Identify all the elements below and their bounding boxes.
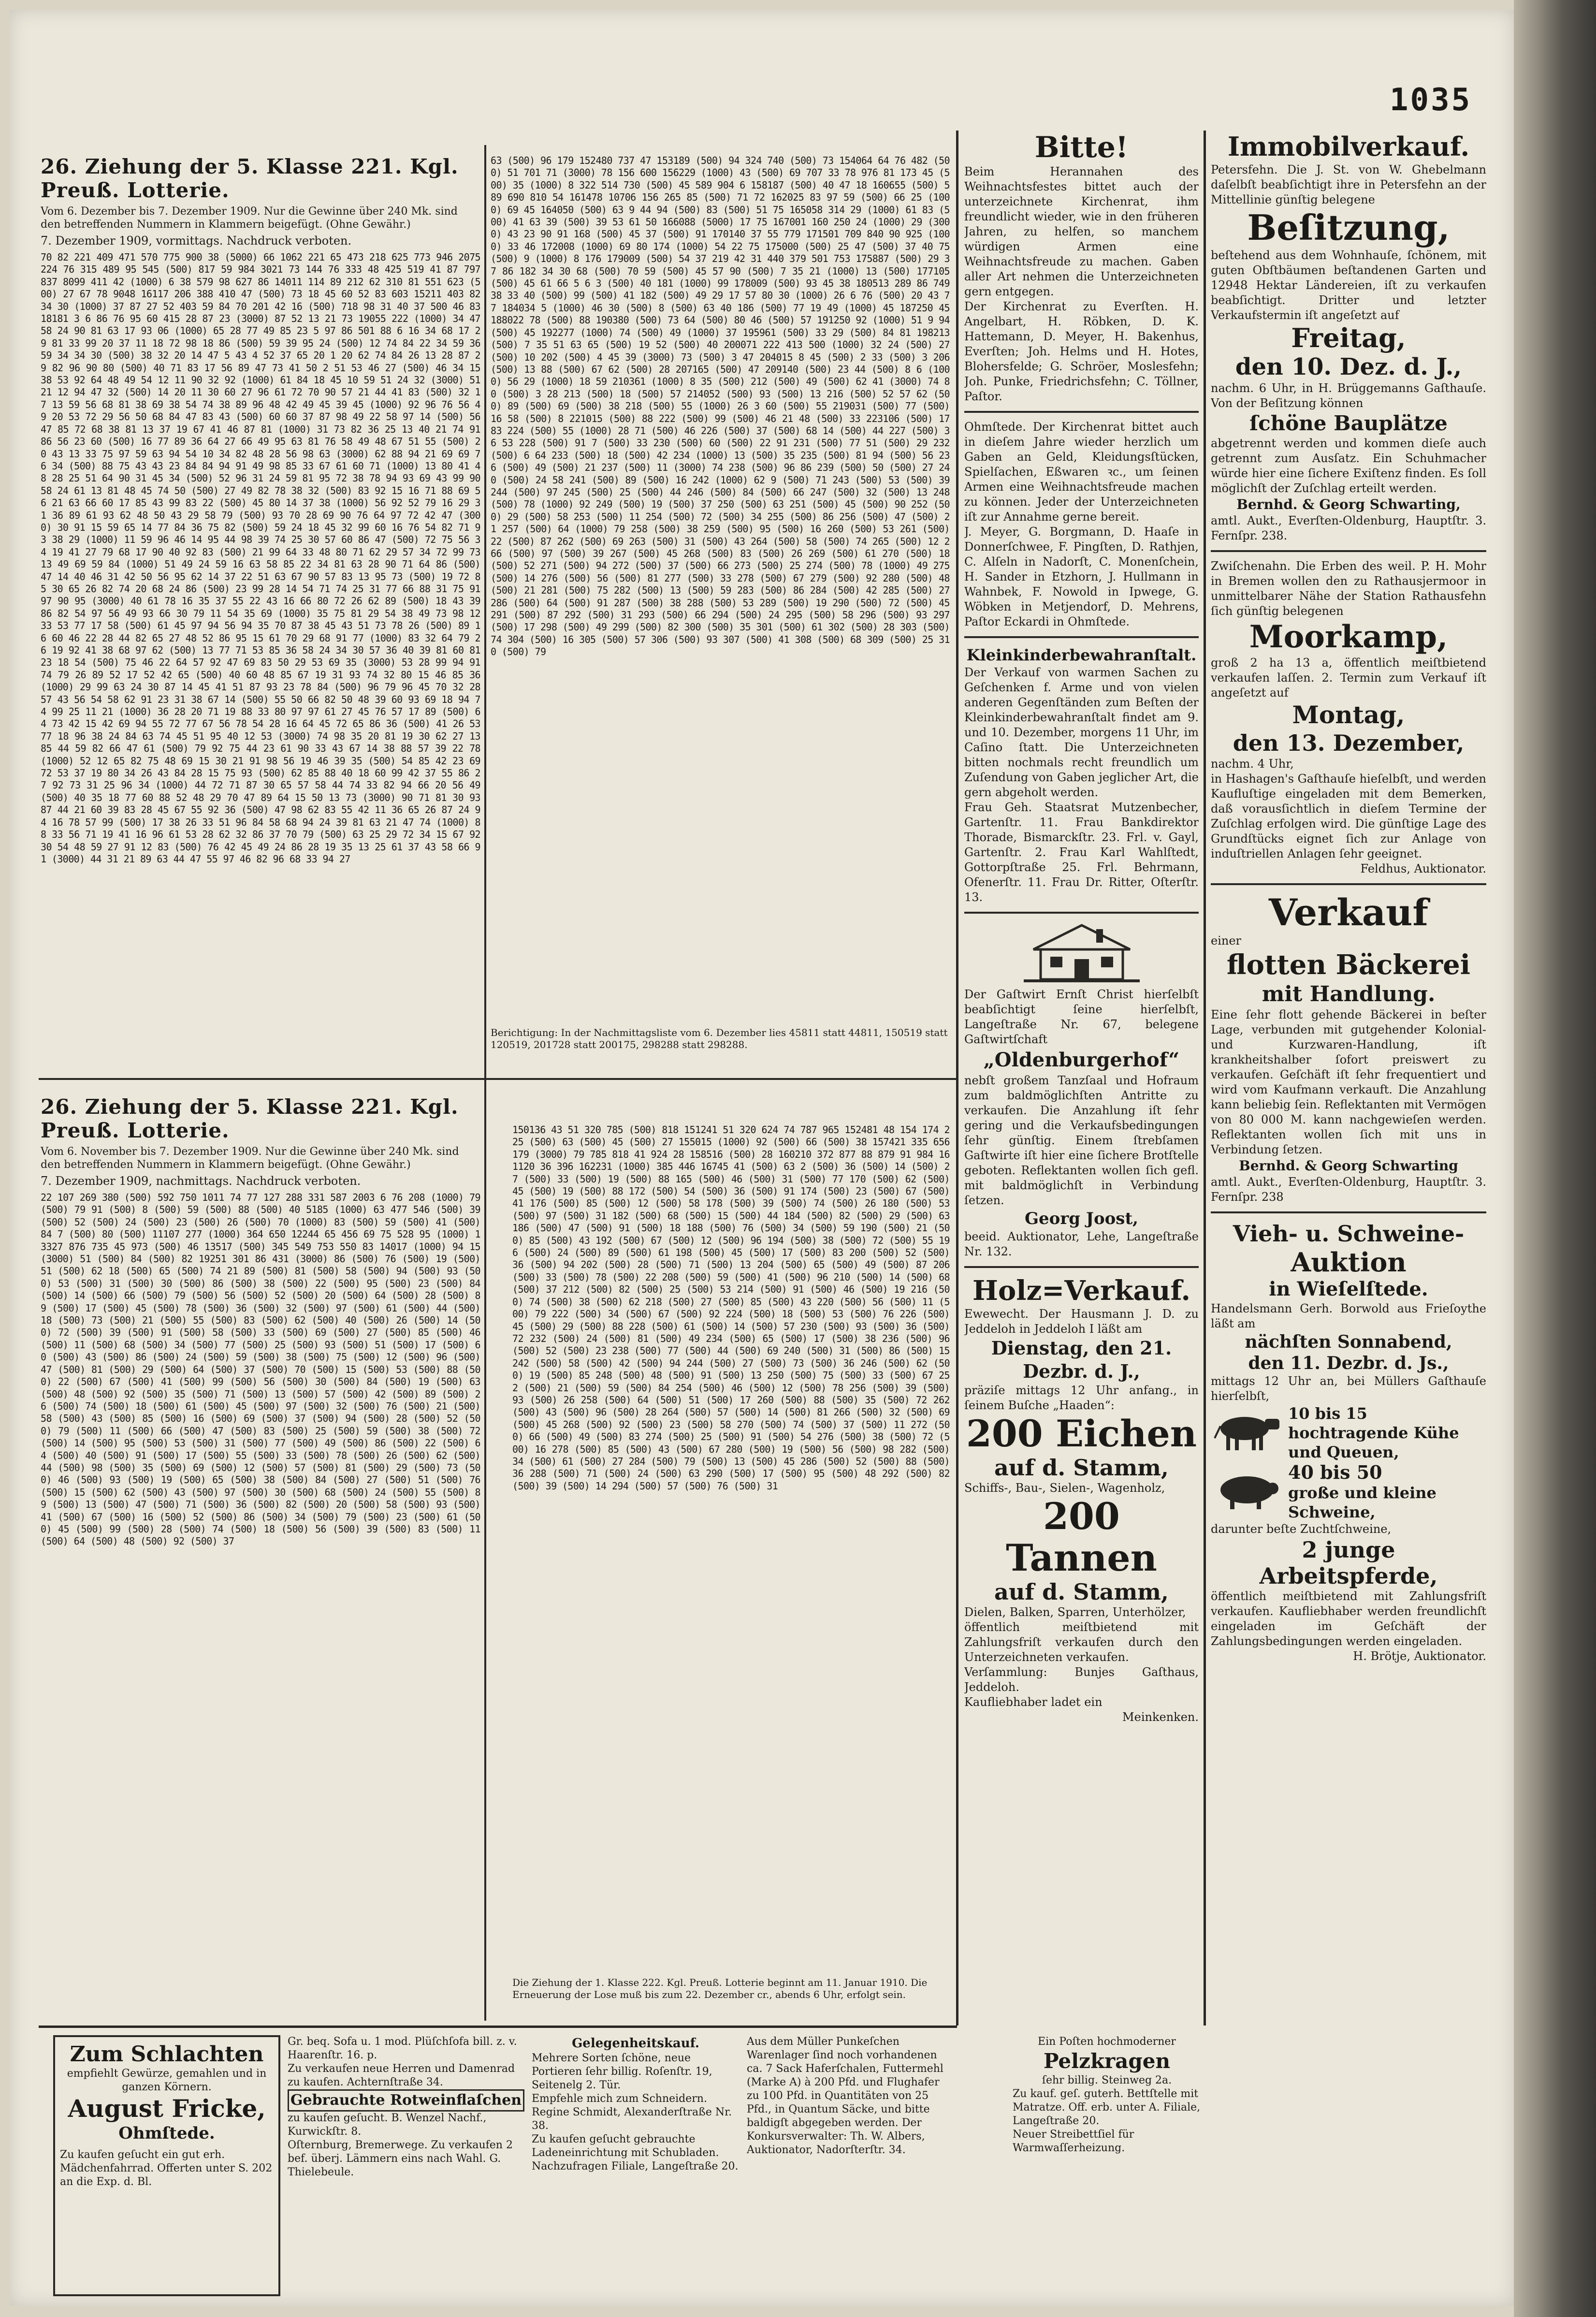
ad-date: Freitag, [1291,322,1406,353]
ad-headline: Beſitzung, [1247,207,1450,248]
ad-item-detail: Dielen, Balken, Sparren, Unterhölzer, [964,1605,1186,1619]
ad-body: Beim Herannahen des Weihnachtsfestes bittet auch der unterzeichnete Kirchenrat, ihm freundlicht wieder, wie in den früheren Jahren, zu helfen, so manchem würdigen Armen eine Weihnachtsfreude zu machen. Gaben aller Art nehmen die Unterzeichneten gern entgegen. [964,165,1199,298]
ad-agent: Feldhus, Auktionator. [1360,862,1486,875]
lottery-date: 7. Dezember 1909, vormittags. Nachdruck verboten. [41,234,352,248]
ad-title: Gelegenheitskauf. [572,2036,699,2051]
ad-headline: Moorkamp, [1249,619,1448,655]
lottery-list-afternoon-continued [512,1124,950,2018]
ad-body: Neuer Streibettſiel für Warmwaſſerheizung. [1013,2128,1134,2154]
ad-body: Eine ſehr flott gehende Bäckerei in beſter Lage, verbunden mit gutgehender Kolonial- und Kurzwaren-Handlung, iſt krankheitshalber ſofort preiswert zu verkaufen. Geſchäft iſt ſehr frequentiert und wird vom Kaufmann verkauft. Die Anzahlung kann beliebig ſein. Reflektanten mit Vermögen von 80 000 M. kann nachgewieſen werden. Reflektanten wollen ſich mit uns in Verbindung ſetzen. [1211,1008,1486,1156]
ad-agent: H. Brötje, Auktionator. [1353,1649,1486,1663]
ad-item-sub: auf d. Stamm, [994,1455,1169,1481]
lottery-next-draw-note: Die Ziehung der 1. Klasse 222. Kgl. Preuß. Lotterie beginnt am 11. Januar 1910. Die Erneuerung der Lose muß bis zum 22. Dezember cr., abends 6 Uhr, erfolgt sein. [512,1977,928,2000]
ad-agent: Bernhd. & Georg Schwarting, [1236,496,1461,512]
ad-intro: Zwiſchenahn. Die Erben des weil. P. H. Mohr in Bremen wollen den zu Rathausjermoor in unmittelbarer Nähe der Station Rathausfehn ſich günſtig belegenen [1211,559,1486,618]
ad-agent: Georg Joost, [1025,1209,1138,1228]
ad-zum-schlachten [53,2035,280,2296]
lottery-title: 26. Ziehung der 5. Klasse 221. Kgl. Preuß. Lotterie. [41,155,459,202]
ad-item: 200 Tannen [1006,1495,1157,1579]
ad-bitte [964,131,1199,404]
ad-date: Montag, [1292,700,1405,729]
ad-intro: Handelsmann Gerh. Borwold aus Frieſoythe läßt am [1211,1302,1486,1330]
ads-column-4 [1211,131,1486,2021]
lottery-list-morning-continued [491,155,950,1073]
ad-agent-detail: amtl. Aukt., Everſten-Oldenburg, Hauptſtr. 3. Fernſpr. 238 [1211,1175,1486,1204]
ad-date: den 10. Dez. d. J., [1235,353,1462,380]
ad-ohmstede [964,420,1199,629]
divider [964,636,1199,638]
book-binding-edge [1514,0,1596,2317]
newspaper-page [10,10,1514,2306]
ad-agent: Meinkenken. [1122,1710,1199,1724]
lottery-title: 26. Ziehung der 5. Klasse 221. Kgl. Preuß. Lotterie. [41,1095,459,1142]
ad-date: nächſten Sonnabend, [1245,1332,1452,1352]
ad-date: den 11. Dezbr. d. Js., [1248,1353,1449,1373]
ad-title: Holz=Verkauf. [972,1275,1191,1307]
ad-item: 10 bis 15 hochtragende Kühe [1288,1404,1459,1442]
ad-title: Vieh- u. Schweine- [1233,1221,1465,1247]
lottery-numbers: 150136 43 51 320 785 (500) 818 151241 51 320 624 74 787 965 152481 48 154 174 225 (500) 63 (500) 45 (500) 27 155015 (1000) 92 (500) 66 (500) 38 157421 335 656 179 (3000) 79 785 818 41 924 28 158516 (500) 28 160210 372 877 88 879 91 984 161120 36 396 162231 (1000) 385 446 16745 41 (500) 63 2 (500) 36 (500) 14 (500) 27 (500) 33 (500) 19 (500) 88 165 (500) 46 (500) 31 (500) 77 170 (500) 62 (500) 45 (500) 19 (500) 88 172 (500) 54 (500) 36 (500) 91 174 (500) 23 (500) 67 (500) 41 176 (500) 85 (500) 12 (500) 58 178 (500) 39 (500) 74 (500) 26 180 (500) 53 (500) 97 (500) 31 182 (500) 68 (500) 15 (500) 44 184 (500) 82 (500) 29 (500) 63 186 (500) 47 (500) 91 (500) 18 188 (500) 76 (500) 34 (500) 59 190 (500) 21 (500) 85 (500) 43 192 (500) 67 (500) 12 (500) 96 194 (500) 38 (500) 72 (500) 55 196 (500) 24 (500) 89 (500) 61 198 (500) 45 (500) 17 (500) 83 200 (500) 52 (500) 36 (500) 94 202 (500) 28 (500) 71 (500) 13 204 (500) 65 (500) 49 (500) 87 206 (500) 33 (500) 78 (500) 22 208 (500) 59 (500) 41 (500) 96 210 (500) 14 (500) 68 (500) 37 212 (500) 82 (500) 25 (500) 53 214 (500) 91 (500) 46 (500) 19 216 (500) 74 (500) 38 (500) 62 218 (500) 27 (500) 85 (500) 43 220 (500) 56 (500) 11 (500) 79 222 (500) 34 (500) 67 (500) 92 224 (500) 18 (500) 53 (500) 76 226 (500) 45 (500) 29 (500) 88 228 (500) 61 (500) 14 (500) 57 230 (500) 93 (500) 36 (500) 72 232 (500) 24 (500) 81 (500) 49 234 (500) 65 (500) 17 (500) 38 236 (500) 96 (500) 52 (500) 23 238 (500) 77 (500) 44 (500) 69 240 (500) 31 (500) 86 (500) 15 242 (500) 58 (500) 42 (500) 94 244 (500) 27 (500) 73 (500) 36 246 (500) 62 (500) 19 (500) 85 248 (500) 48 (500) 91 (500) 13 250 (500) 75 (500) 33 (500) 67 252 (500) 21 (500) 59 (500) 84 254 (500) 46 (500) 12 (500) 78 256 (500) 39 (500) 93 (500) 26 258 (500) 64 (500) 51 (500) 17 260 (500) 88 (500) 35 (500) 72 262 (500) 43 (500) 96 (500) 28 264 (500) 57 (500) 14 (500) 81 266 (500) 32 (500) 69 (500) 45 268 (500) 92 (500) 23 (500) 58 270 (500) 74 (500) 37 (500) 11 272 (500) 66 (500) 49 (500) 83 274 (500) 25 (500) 91 (500) 54 276 (500) 38 (500) 72 (500) 16 278 (500) 85 (500) 43 (500) 67 280 (500) 19 (500) 56 (500) 98 282 (500) 34 (500) 61 (500) 27 284 (500) 79 (500) 13 (500) 45 286 (500) 52 (500) 88 (500) 36 288 (500) 71 (500) 24 (500) 63 290 (500) 17 (500) 95 (500) 48 292 (500) 82 (500) 39 (500) 14 294 (500) 57 (500) 76 (500) 31 [512,1124,950,1492]
lottery-date: 7. Dezember 1909, nachmittags. Nachdruck verboten. [41,1174,361,1188]
lottery-subtitle: Vom 6. November bis 7. Dezember 1909. Nur die Gewinne über 240 Mk. sind den betreffenden Nummern in Klammern beigefügt. (Ohne Gewähr.) [41,1146,459,1171]
ad-holzverkauf [964,1275,1199,1725]
ad-body: Gr. beq. Sofa u. 1 mod. Plüſchſofa bill. z. v. Haarenſtr. 16. p. [288,2036,517,2061]
ad-item: 2 junge [1302,1537,1395,1563]
ad-body: öffentlich meiſtbietend mit Zahlungsfriſt verkaufen durch den Unterzeichneten verkaufen. [964,1620,1199,1664]
ad-subheadline: ſchöne Bauplätze [1249,411,1448,435]
ad-body: zu kaufen geſucht. B. Wenzel Nachf., Kurwickſtr. 8. [288,2112,487,2138]
ad-body: groß 2 ha 13 a, öffentlich meiſtbietend verkaufen laſſen. 2. Termin zum Verkauf iſt angeſetzt auf [1211,656,1486,699]
house-icon [964,920,1199,983]
ad-body: in Hashagen's Gaſthauſe hieſelbſt, und werden Kaufluſtige eingeladen mit dem Bemerken, daß vorausſichtlich in dieſem Termine der Zuſchlag erfolgen wird. Die günſtige Lage des Grundſtücks eignet ſich zur Anlage von induſtriellen Anlagen ſehr geeignet. [1211,772,1486,860]
cow-icon [1211,1409,1283,1457]
ad-sofa-flaschen [288,2035,524,2296]
ad-place: in Wieſelſtede. [1269,1278,1428,1300]
ad-item-detail: Schiffs-, Bau-, Sielen-, Wagenholz, [964,1481,1165,1495]
ad-oldenburgerhof [964,920,1199,1259]
ad-sub: einer [1211,934,1242,947]
ad-intro: Petersfehn. Die J. St. von W. Ghebelmann daſelbſt beabſichtigt ihre in Petersfehn an der Mittellinie günſtig belegene [1211,163,1486,206]
ad-agent-detail: amtl. Aukt., Everſten-Oldenburg, Hauptſtr. 3. Fernſpr. 238. [1211,514,1486,542]
lottery-numbers: 22 107 269 380 (500) 592 750 1011 74 77 127 288 331 587 2003 6 76 208 (1000) 79 (500) 79 91 (500) 8 (500) 59 (500) 88 (500) 40 5185 (1000) 63 477 546 (500) 39 (500) 52 (500) 24 (500) 23 (500) 26 (500) 70 (1000) 83 (500) 59 (500) 41 (500) 84 7 (500) 80 (500) 11107 277 (1000) 364 650 12244 65 456 69 75 528 95 (1000) 13327 876 735 45 973 (500) 46 13517 (500) 345 549 753 550 83 14017 (1000) 94 15 (3000) 51 (500) 84 (500) 82 19251 301 86 431 (3000) 86 (500) 76 (500) 19 (500) 51 (500) 62 18 (500) 65 (500) 74 21 89 (500) 81 (500) 58 (500) 94 (500) 93 (500) 53 (500) 31 (500) 30 (500) 86 (500) 38 (500) 22 (500) 95 (500) 23 (500) 84 (500) 14 (500) 66 (500) 79 (500) 56 (500) 52 (500) 20 (500) 64 (500) 28 (500) 89 (500) 17 (500) 45 (500) 78 (500) 36 (500) 32 (500) 97 (500) 61 (500) 44 (500) 18 (500) 73 (500) 21 (500) 55 (500) 83 (500) 62 (500) 40 (500) 26 (500) 14 (500) 72 (500) 39 (500) 91 (500) 58 (500) 33 (500) 69 (500) 27 (500) 85 (500) 46 (500) 11 (500) 68 (500) 34 (500) 77 (500) 25 (500) 93 (500) 51 (500) 17 (500) 60 (500) 43 (500) 86 (500) 24 (500) 59 (500) 38 (500) 75 (500) 12 (500) 96 (500) 47 (500) 81 (500) 29 (500) 64 (500) 37 (500) 70 (500) 15 (500) 53 (500) 88 (500) 22 (500) 67 (500) 41 (500) 99 (500) 56 (500) 30 (500) 84 (500) 19 (500) 63 (500) 48 (500) 92 (500) 35 (500) 71 (500) 13 (500) 57 (500) 42 (500) 89 (500) 26 (500) 74 (500) 18 (500) 61 (500) 45 (500) 97 (500) 32 (500) 76 (500) 21 (500) 58 (500) 43 (500) 85 (500) 16 (500) 69 (500) 37 (500) 94 (500) 28 (500) 52 (500) 79 (500) 11 (500) 66 (500) 47 (500) 83 (500) 25 (500) 59 (500) 38 (500) 72 (500) 14 (500) 95 (500) 53 (500) 31 (500) 77 (500) 49 (500) 86 (500) 22 (500) 64 (500) 40 (500) 91 (500) 17 (500) 55 (500) 33 (500) 78 (500) 26 (500) 62 (500) 44 (500) 98 (500) 35 (500) 69 (500) 12 (500) 57 (500) 81 (500) 29 (500) 73 (500) 46 (500) 93 (500) 19 (500) 65 (500) 38 (500) 84 (500) 27 (500) 51 (500) 76 (500) 15 (500) 62 (500) 43 (500) 97 (500) 30 (500) 68 (500) 24 (500) 55 (500) 89 (500) 13 (500) 47 (500) 71 (500) 36 (500) 82 (500) 20 (500) 58 (500) 93 (500) 41 (500) 67 (500) 16 (500) 52 (500) 86 (500) 34 (500) 79 (500) 23 (500) 61 (500) 45 (500) 99 (500) 28 (500) 74 (500) 18 (500) 56 (500) 39 (500) 83 (500) 11 (500) 64 (500) 48 (500) 92 (500) 37 [41,1192,480,1547]
ad-agent: Bernhd. & Georg Schwarting [1239,1158,1458,1174]
divider [1211,550,1486,552]
ad-title: Auktion [1291,1247,1407,1278]
ad-title: Pelzkragen [1043,2049,1171,2073]
ads-column-3 [964,131,1199,2021]
ad-item: 40 bis 50 [1288,1461,1382,1483]
ad-body: Der Verkauf von warmen Sachen zu Geſchenken f. Arme und von vielen anderen Gegenſtänden zum Beſten der Kleinkinderbewahranſtalt findet am 9. und 10. Dezember, morgens 11 Uhr, im Caſino ſtatt. Die Unterzeichneten bitten nochmals recht freundlich um Zuſendung von Gaben jeglicher Art, die gern abgeholt werden. [964,666,1199,799]
ad-date: den 13. Dezember, [1233,730,1465,756]
divider [1211,883,1486,885]
ad-signers: Der Kirchenrat zu Everſten. H. Angelbart, H. Röbken, D. K. Hattemann, D. Meyer, H. Bakenhus, Everſten; Joh. Helms und H. Hotes, Blohersfelde; G. Schröer, Moslesfehn; Joh. Punke, Friedrichsfehn; C. Töllner, Paſtor. [964,300,1199,403]
lottery-numbers: 63 (500) 96 179 152480 737 47 153189 (500) 94 324 740 (500) 73 154064 64 76 482 (500) 51 701 71 (3000) 78 156 600 156229 (1000) 43 (500) 69 707 33 78 976 81 173 45 (500) 35 (1000) 8 322 514 730 (500) 45 589 904 6 158187 (500) 40 47 18 160655 (500) 589 690 810 54 161478 10706 156 265 85 (500) 71 72 162025 83 97 59 (500) 66 25 (1000) 69 45 164050 (500) 63 9 44 94 (500) 83 (500) 51 75 165058 314 29 (1000) 61 83 (500) 41 63 39 (500) 39 53 61 50 166088 (5000) 17 75 167001 160 250 24 (1000) 29 (3000) 43 23 90 91 168 (500) 45 37 (500) 91 170140 37 55 779 171501 709 840 90 925 (1000) 33 46 172008 (1000) 69 80 174 (1000) 54 22 75 175000 (500) 25 47 (500) 37 40 75 (500) 9 (1000) 8 176 179009 (500) 54 37 219 42 31 440 379 501 753 175887 (500) 29 37 86 182 34 30 68 (500) 70 59 (500) 45 57 90 (500) 7 35 21 (1000) 13 (500) 177105 (500) 45 61 66 5 6 3 (500) 40 181 (1000) 99 178009 (500) 93 45 38 180513 289 86 749 38 33 40 (500) 99 (500) 41 182 (500) 49 29 17 57 80 30 (1000) 26 6 76 (500) 20 43 77 184034 5 (1000) 46 30 (500) 8 (500) 63 40 186 (500) 77 19 49 (1000) 45 187250 45 188022 78 (500) 88 190380 (500) 73 64 (500) 80 46 (500) 57 191250 92 (1000) 51 9 94 (500) 45 192277 (1000) 74 (500) 49 (1000) 37 195961 (500) 33 29 (500) 84 81 198213 (500) 7 35 51 63 65 (500) 19 52 (500) 40 200071 222 413 500 (1000) 32 24 (500) 27 (500) 10 202 (500) 4 45 39 (3000) 73 (500) 3 47 204015 8 45 (500) 2 33 (500) 3 206 (500) 13 88 (500) 67 62 (500) 28 207165 (500) 47 209140 (500) 23 44 (500) 8 6 (1000) 56 29 (1000) 18 59 210361 (1000) 8 35 (500) 212 (500) 49 (500) 62 41 (3000) 74 80 (500) 3 28 213 (500) 18 (500) 57 214052 (500) 93 (500) 13 216 (500) 52 57 62 (500) 89 (500) 69 (500) 38 218 (500) 55 (1000) 26 3 60 (500) 55 219031 (500) 77 (500) 16 58 (500) 8 221015 (500) 88 222 (500) 99 (500) 46 21 48 (500) 33 223106 (500) 17 83 224 (500) 55 (1000) 28 71 (500) 46 226 (500) 37 (500) 68 14 (500) 44 227 (500) 36 53 228 (500) 91 7 (500) 33 230 (500) 60 (500) 22 91 231 (500) 77 51 (500) 29 232 (500) 6 64 233 (500) 18 (500) 42 234 (1000) 13 (500) 35 235 (500) 81 94 (500) 56 236 (500) 49 (500) 21 237 (500) 11 (3000) 74 238 (500) 96 86 239 (500) 50 (500) 27 240 (500) 24 58 241 (500) 89 (500) 16 242 (1000) 62 9 (500) 71 243 (500) 53 (500) 39 244 (500) 97 245 (500) 25 (500) 44 246 (500) 84 (500) 66 247 (500) 32 (500) 13 248 (500) 78 (1000) 92 249 (500) 19 (500) 37 250 (500) 63 251 (500) 45 (500) 90 252 (500) 29 (500) 58 253 (500) 11 254 (500) 72 (500) 34 255 (500) 86 256 (500) 47 (500) 21 257 (500) 64 (1000) 79 258 (500) 38 259 (500) 95 (500) 16 260 (500) 53 261 (500) 22 (500) 87 262 (500) 69 263 (500) 31 (500) 43 264 (500) 58 (500) 74 265 (500) 12 266 (500) 97 (500) 39 267 (500) 45 268 (500) 83 (500) 26 269 (500) 61 270 (500) 18 (500) 52 271 (500) 94 272 (500) 37 (500) 66 273 (500) 25 274 (500) 78 (1000) 49 275 (500) 14 276 (500) 56 (500) 81 277 (500) 33 278 (500) 67 279 (500) 92 280 (500) 48 (500) 21 281 (500) 75 282 (500) 13 (500) 59 283 (500) 86 284 (500) 42 285 (500) 27 286 (500) 64 (500) 91 287 (500) 38 288 (500) 53 289 (500) 19 290 (500) 72 (500) 45 291 (500) 87 292 (500) 31 293 (500) 66 294 (500) 24 295 (500) 58 296 (500) 93 297 (500) 17 298 (500) 49 299 (500) 82 300 (500) 35 301 (500) 61 302 (500) 28 303 (500) 74 304 (500) 16 305 (500) 57 306 (500) 93 307 (500) 41 308 (500) 68 309 (500) 25 310 (500) 79 [491,155,950,658]
lottery-list-afternoon [41,1095,480,2013]
ad-moorkamp [1211,559,1486,876]
ad-body: beſtehend aus dem Wohnhauſe, ſchönem, mit guten Obſtbäumen beſtandenen Garten und 12948 Hektar Ländereien, iſt zu verkaufen beabſichtigt. Dritter und letzter Verkaufstermin iſt angeſetzt auf [1211,248,1486,322]
column-rule-3 [1204,131,1206,2026]
ad-body: Oſternburg, Bremerwege. Zu verkaufen 2 bef. überj. Lämmern eins nach Wahl. G. Thielebeule. [288,2139,513,2178]
ad-body: darunter beſte Zuchtſchweine, [1211,1522,1392,1536]
ad-item-sub: und Queuen, [1288,1443,1399,1461]
ad-baeckerei [1211,892,1486,1205]
ad-title: Kleinkinderbewahranſtalt. [966,646,1197,664]
ad-name: „Oldenburgerhof“ [983,1049,1180,1071]
pig-icon [1211,1468,1283,1516]
ad-title: Zum Schlachten [70,2042,264,2067]
ad-title: Immobilverkauf. [1227,131,1470,162]
ad-title: Gebrauchte Rotweinflaſchen [288,2089,524,2112]
divider [964,912,1199,914]
lottery-subtitle: Vom 6. Dezember bis 7. Dezember 1909. Nur die Gewinne über 240 Mk. sind den betreffenden Nummern in Klammern beigefügt. (Ohne Gewähr.) [41,205,458,231]
ad-immobilverkauf [1211,131,1486,543]
ad-headline: mit Handlung. [1262,982,1436,1006]
ad-signers: J. Meyer, G. Borgmann, D. Haaſe in Donnerſchwee, F. Pingſten, D. Rathjen, C. Alſeln in Nadorſt, C. Monenſchein, H. Sander in Etzhorn, J. Hullmann in Wahnbek, F. Nowold in Ipwege, G. Wöbken in Metjendorf, D. Mehrens, Paſtor Eckardi in Ohmſtede. [964,525,1199,628]
ad-meeting: Verſammlung: Bunjes Gaſthaus, Jeddeloh. [964,1665,1199,1694]
ad-title: Bitte! [1034,131,1129,164]
ad-agent-detail: beeid. Auktionator, Lehe, Langeſtraße Nr. 132. [964,1230,1199,1258]
ad-headline: flotten Bäckerei [1226,949,1471,981]
ad-title: Verkauf [1268,891,1429,934]
correction-note: Berichtigung: In der Nachmittagsliste vom 6. Dezember lies 45811 statt 44811, 150519 statt 120519, 201728 statt 200175, 298288 statt 298288. [491,1027,948,1050]
ad-body: Zu kaufen geſucht gebrauchte Ladeneinrichtung mit Schubladen. Nachzufragen Filiale, Langeſtraße 20. [532,2133,739,2172]
lottery-numbers: 70 82 221 409 471 570 775 900 38 (5000) 66 1062 221 65 473 218 625 773 946 2075 224 76 315 489 95 545 (500) 817 59 984 3021 73 144 76 333 48 425 519 41 87 797 837 8099 411 42 (1000) 6 38 579 98 627 86 14011 114 89 212 62 310 81 551 623 (500) 27 67 78 9048 16117 206 388 410 47 (500) 73 18 45 60 52 83 603 15211 403 82 34 30 (1000) 37 87 27 52 403 59 84 70 201 42 16 (500) 718 98 31 40 37 500 46 83 18181 3 6 86 76 95 60 415 28 87 23 (3000) 87 52 13 21 73 19055 222 (1000) 34 47 58 24 90 81 63 17 93 06 (1000) 65 28 77 49 85 23 5 97 86 501 88 6 16 34 68 17 29 81 33 99 20 37 11 18 72 98 18 86 (500) 59 39 95 24 (500) 12 74 84 22 34 59 36 59 34 34 30 (500) 38 32 20 14 47 5 43 4 52 37 65 20 1 20 62 74 84 26 13 28 87 29 82 96 90 80 (500) 40 71 83 17 56 89 47 73 41 50 2 51 53 46 27 (500) 46 34 15 38 53 92 64 48 49 54 12 11 90 32 92 (1000) 61 84 18 45 10 59 51 24 32 (3000) 51 21 12 94 47 32 (500) 14 20 11 30 60 27 96 61 72 70 90 57 21 44 41 83 (500) 32 17 13 59 56 68 81 38 69 38 54 74 38 89 96 48 42 49 45 39 45 (1000) 92 96 76 56 49 20 53 72 29 56 50 68 84 47 83 43 (500) 60 60 37 87 98 49 22 58 97 14 (500) 56 47 85 72 68 38 81 13 37 19 67 41 46 87 81 (1000) 31 73 82 36 25 13 40 21 74 91 86 56 23 60 (500) 16 77 89 36 64 27 66 49 95 63 81 76 58 49 48 67 51 55 (500) 20 43 13 33 75 97 59 63 94 54 10 34 82 48 28 56 98 63 (3000) 62 88 94 21 69 69 76 34 (500) 88 75 43 43 23 84 84 94 91 49 98 85 33 67 61 60 71 (1000) 13 80 41 48 28 25 51 64 90 31 45 34 (500) 52 96 31 24 59 81 95 72 38 78 94 93 69 43 99 90 58 24 61 13 81 48 45 74 50 (500) 27 49 82 78 38 32 (500) 83 92 15 16 71 88 69 56 21 63 66 60 17 85 43 99 83 22 (500) 45 80 14 37 38 (1000) 56 92 52 79 16 29 31 36 89 61 93 62 48 50 43 29 58 79 (500) 93 70 28 69 90 76 64 97 72 42 47 (3000) 30 91 15 59 65 14 77 84 36 75 82 (500) 59 24 18 45 32 99 60 16 76 54 82 71 93 38 29 (1000) 11 59 96 46 14 95 44 98 39 74 25 30 57 60 86 47 (500) 72 75 56 34 19 41 27 79 68 17 90 40 92 83 (500) 21 99 64 33 48 80 71 62 29 57 34 72 99 73 13 49 69 59 84 (1000) 51 49 24 59 16 63 58 85 22 34 81 63 28 90 71 64 86 (500) 47 14 40 46 31 42 50 56 95 62 14 37 22 51 63 67 90 57 83 13 95 73 (500) 19 72 85 30 65 26 82 74 20 68 24 86 (500) 23 99 28 14 54 71 74 25 31 77 66 88 31 75 91 97 90 95 (3000) 40 61 78 16 35 37 55 22 43 16 66 80 72 26 62 89 (500) 18 43 39 86 82 54 97 56 49 93 66 30 79 11 54 35 69 (1000) 35 75 81 29 54 38 49 73 98 12 33 53 77 17 58 (500) 61 45 97 94 56 94 35 70 87 38 45 43 51 73 78 26 (500) 89 16 60 46 22 28 44 82 65 27 48 52 86 95 15 61 70 29 68 91 77 (1000) 83 32 64 79 26 19 92 41 38 68 97 62 (500) 13 77 71 53 85 36 58 24 34 30 57 36 40 39 81 60 81 23 18 54 (500) 75 46 22 64 57 92 47 69 83 50 29 53 69 35 (3000) 53 28 99 94 91 74 79 26 89 52 17 52 42 65 (500) 40 60 48 85 67 19 31 93 74 32 80 15 46 85 36 (1000) 29 99 63 24 30 87 14 45 41 51 87 93 23 78 84 (500) 96 79 96 45 70 32 28 57 43 56 54 58 62 91 23 31 38 67 14 (500) 55 50 66 82 50 48 39 60 93 69 18 94 74 99 25 11 21 (1000) 36 28 20 71 19 88 33 80 97 97 61 27 45 76 57 17 89 (500) 64 73 42 15 42 69 94 55 72 77 67 56 78 54 28 16 64 45 72 65 86 36 (500) 41 26 53 77 18 96 38 24 84 63 74 45 51 95 40 12 53 (3000) 74 98 35 20 81 19 30 62 27 13 85 44 59 82 66 47 61 (500) 79 92 75 44 23 61 90 33 43 67 14 38 88 57 39 22 78 (1000) 52 12 65 82 75 48 69 15 30 21 91 98 56 19 46 39 35 (500) 54 85 42 23 69 72 53 37 19 80 34 26 43 84 28 15 75 93 (500) 62 85 88 40 18 60 99 42 37 55 86 27 92 73 31 25 96 34 (1000) 44 72 71 87 30 65 57 58 44 74 33 82 94 66 20 56 49 (500) 40 35 18 77 60 88 52 48 29 70 47 89 64 15 50 13 73 (3000) 90 71 81 30 93 87 44 21 60 39 83 28 45 67 55 92 36 (500) 47 98 62 83 55 42 11 36 65 26 87 24 94 16 78 57 99 (500) 17 38 26 33 51 96 84 58 68 94 24 39 81 63 21 47 74 (1000) 88 33 56 71 19 41 16 96 61 53 28 62 32 86 37 70 79 (500) 63 25 29 72 34 15 67 92 30 54 48 59 27 91 12 83 (500) 76 42 45 49 24 86 28 19 35 13 25 61 37 43 58 66 91 (3000) 44 31 21 89 63 44 47 55 97 46 82 96 68 33 94 27 [41,251,480,865]
ad-punke-warenlager [747,2035,955,2296]
ad-time: mittags 12 Uhr an, bei Müllers Gaſthauſe hierſelbſt, [1211,1374,1486,1403]
ad-item-sub: Arbeitspferde, [1259,1563,1438,1589]
column-rule-1 [484,145,486,2021]
ad-body: ſehr billig. Steinweg 2a. [1042,2074,1172,2086]
lottery-list-morning [41,155,480,1073]
ad-body: Aus dem Müller Punkeſchen Warenlager ſind noch vorhandenen ca. 7 Sack Haferſchalen, Futtermehl (Marke A) à 200 Pfd. und Flughafer zu 100 Pfd. in Quantitäten von 25 Pfd., in Quantum Säcke, und bitte baldigſt abgegeben werden. Der Konkursverwalter: Th. W. Albers, Auktionator, Nadorſterſtr. 34. [747,2036,943,2156]
ad-body: abgetrennt werden und kommen dieſe auch getrennt zum Ausſatz. Ein Schuhmacher würde hier eine ſichere Exiſtenz finden. Es ſoll möglichſt der Zuſchlag erteilt werden. [1211,437,1486,495]
ad-item: 200 Eichen [966,1412,1197,1455]
bottom-ads-rule [39,2026,957,2028]
ad-time: präziſe mittags 12 Uhr anfang., in ſeinem Buſche „Haaden“: [964,1384,1199,1412]
ad-closing: Kaufliebhaber ladet ein [964,1695,1103,1709]
ad-kleinkinder [964,645,1199,905]
ad-body: Ohmſtede. Der Kirchenrat bittet auch in dieſem Jahre wieder herzlich um Gaben an Geld, Kleidungsſtücken, Spielſachen, Eßwaren ꝛc., um ſeinen Armen eine Weihnachtsfreude machen zu können. Jeder der Unterzeichneten iſt zur Annahme gerne bereit. [964,420,1199,524]
ad-pelzkragen [1013,2035,1201,2296]
ad-intro: Der Gaſtwirt Ernſt Christ hierſelbſt beabſichtigt ſeine hierſelbſt, Langeſtraße Nr. 67, belegene Gaſtwirtſchaft [964,988,1199,1046]
ad-place: Ohmſtede. [118,2124,215,2143]
ad-date: Dienstag, den 21. Dezbr. d. J., [991,1337,1172,1382]
ad-body: nebſt großem Tanzſaal und Hofraum zum baldmöglichſten Antritte zu verkaufen. Die Anzahlung iſt ſehr gering und die Verkaufsbedingungen ſehr günſtig. Einem ſtrebſamen Gaſtwirte iſt hier eine ſichere Brotſtelle geboten. Reflektanten wollen ſich gefl. mit baldmöglichſt in Verbindung ſetzen. [964,1074,1199,1207]
divider [964,411,1199,413]
ad-intro: Ewewecht. Der Hausmann J. D. zu Jeddeloh in Jeddeloh I läßt am [964,1307,1199,1336]
ad-body: Zu kauf. geſ. guterh. Bettſtelle mit Matratze. Off. erb. unter A. Filiale, Langeſtraße 20. [1013,2088,1201,2127]
ad-item-sub: auf d. Stamm, [994,1579,1169,1605]
ad-body: öffentlich meiſtbietend mit Zahlungsfriſt verkaufen. Kaufliebhaber werden freundlichſt eingeladen im Geſchäft der Zahlungsbedingungen werden eingeladen. [1211,1589,1486,1648]
page-number: 1035 [1390,82,1472,118]
ad-time: nachm. 4 Uhr, [1211,757,1294,771]
ad-item-sub: große und kleine Schweine, [1288,1484,1436,1521]
ad-small: Zu kaufen geſucht ein gut erh. Mädchenfahrrad. Offerten unter S. 202 an die Exp. d. Bl. [60,2149,273,2188]
ad-name: August Fricke, [68,2094,266,2123]
ad-body: empfiehlt Gewürze, gemahlen und in ganzen Körnern. [67,2068,267,2093]
ad-vieh-auktion [1211,1220,1486,1664]
ad-time: nachm. 6 Uhr, in H. Brüggemanns Gaſthauſe. Von der Beſitzung können [1211,381,1486,410]
ad-signers: Frau Geh. Staatsrat Mutzenbecher, Gartenſtr. 11. Frau Bankdirektor Thorade, Bismarckſtr. 23. Frl. v. Gayl, Gartenſtr. 2. Frau Karl Wahlſtedt, Gottorpſtraße 25. Frl. Behrmann, Ofenerſtr. 11. Frau Dr. Ritter, Oſterſtr. 13. [964,801,1199,904]
ad-body: Ein Poſten hochmoderner [1038,2036,1176,2048]
divider [1211,1211,1486,1213]
ad-body: Zu verkaufen neue Herren und Damenrad zu kaufen. Achternſtraße 34. [288,2063,515,2088]
divider [964,1266,1199,1268]
lottery-separator-rule [39,1078,957,1080]
ad-body: Mehrere Sorten ſchöne, neue Portieren ſehr billig. Roſenſtr. 19, Seitenelg 2. Tür. [532,2052,712,2091]
ad-gelegenheitskauf [532,2035,740,2296]
ad-body: Empfehle mich zum Schneidern. Regine Schmidt, Alexanderſtraße Nr. 38. [532,2093,732,2132]
